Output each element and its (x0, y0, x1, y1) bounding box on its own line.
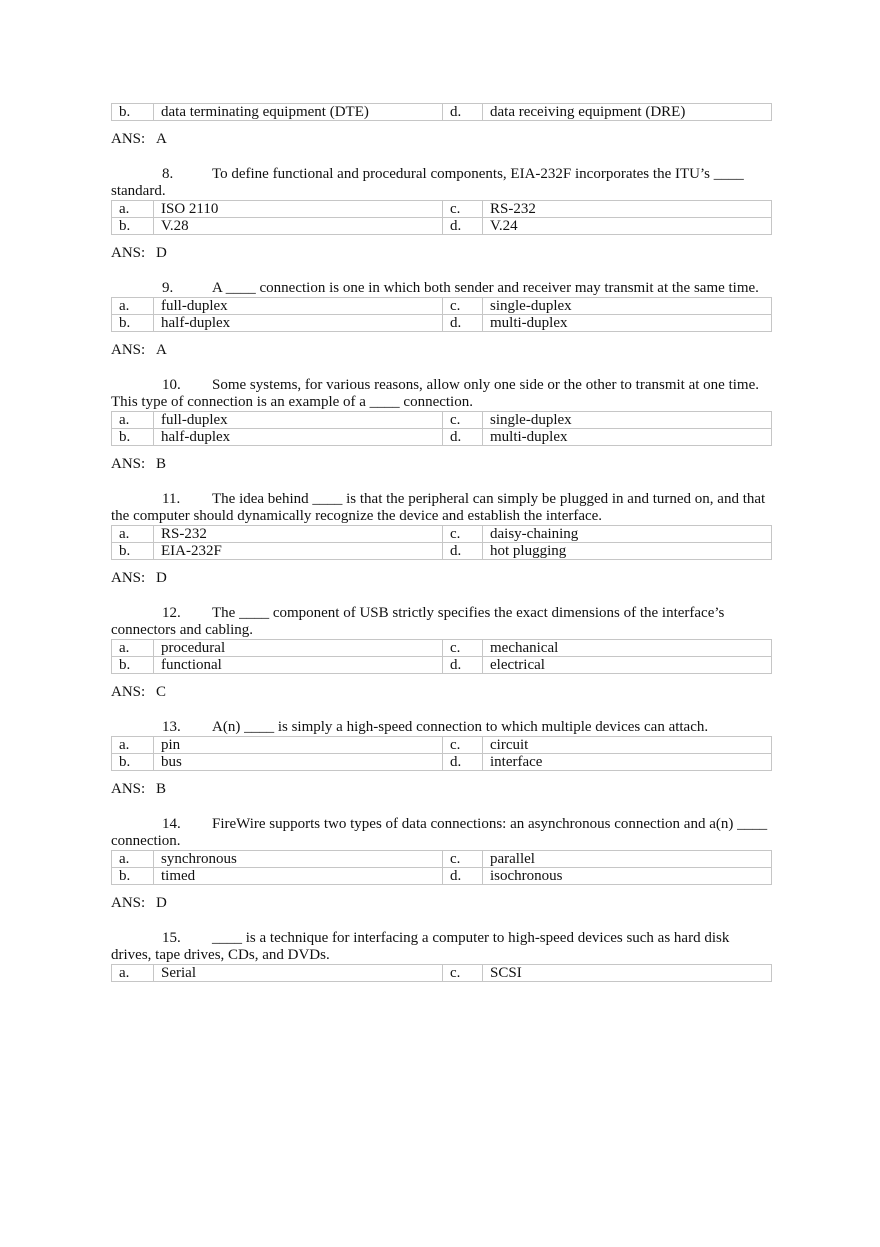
answer-value: A (156, 131, 167, 147)
choice-letter: b. (112, 218, 154, 235)
question-text (111, 280, 772, 297)
choices-table (111, 103, 772, 121)
answer-line (111, 895, 772, 912)
choice-text: SCSI (483, 965, 772, 982)
choice-row (112, 868, 772, 885)
choice-letter: d. (443, 754, 483, 771)
question-block (111, 377, 772, 473)
question-stem: The ____ component of USB strictly specifies the exact dimensions of the interface’s connectors and cabling. (111, 605, 725, 638)
choice-letter: a. (112, 640, 154, 657)
answer-line (111, 245, 772, 262)
choice-row (112, 104, 772, 121)
choice-letter: d. (443, 218, 483, 235)
document-page (111, 103, 772, 982)
answer-value: D (156, 570, 167, 586)
choice-text: data terminating equipment (DTE) (154, 104, 443, 121)
choice-text: EIA-232F (154, 543, 443, 560)
choice-text: functional (154, 657, 443, 674)
choice-letter: c. (443, 965, 483, 982)
question-stem: Some systems, for various reasons, allow only one side or the other to transmit at one time. This type of connection is an example of a ____ connection. (111, 377, 759, 410)
choice-text: RS-232 (483, 201, 772, 218)
answer-line (111, 342, 772, 359)
choice-letter: d. (443, 868, 483, 885)
choice-text: ISO 2110 (154, 201, 443, 218)
choice-row (112, 429, 772, 446)
choice-text: Serial (154, 965, 443, 982)
answer-label: ANS: (111, 131, 146, 147)
choice-row (112, 543, 772, 560)
answer-label: ANS: (111, 245, 146, 261)
answer-label: ANS: (111, 342, 146, 358)
question-number: 12. (162, 605, 181, 621)
question-text (111, 377, 772, 411)
answer-value: C (156, 684, 167, 700)
question-number: 14. (162, 816, 181, 832)
choice-text: multi-duplex (483, 429, 772, 446)
choice-row (112, 412, 772, 429)
choice-row (112, 851, 772, 868)
choice-letter: b. (112, 104, 154, 121)
choice-letter: b. (112, 315, 154, 332)
answer-line (111, 781, 772, 798)
answer-label: ANS: (111, 570, 146, 586)
choice-letter: a. (112, 851, 154, 868)
answer-label: ANS: (111, 684, 146, 700)
choice-row (112, 754, 772, 771)
choice-letter: c. (443, 201, 483, 218)
choice-text: multi-duplex (483, 315, 772, 332)
choice-text: electrical (483, 657, 772, 674)
answer-label: ANS: (111, 895, 146, 911)
choice-text: daisy-chaining (483, 526, 772, 543)
choice-text: single-duplex (483, 298, 772, 315)
choice-text: half-duplex (154, 429, 443, 446)
question-text (111, 719, 772, 736)
choices-table (111, 411, 772, 446)
question-stem: A ____ connection is one in which both sender and receiver may transmit at the same time. (212, 280, 759, 296)
choice-text: timed (154, 868, 443, 885)
question-block (111, 166, 772, 262)
answer-value: D (156, 895, 167, 911)
question-number: 13. (162, 719, 181, 735)
answer-value: B (156, 456, 167, 472)
choice-letter: a. (112, 965, 154, 982)
question-number: 8. (162, 166, 174, 182)
answer-line (111, 456, 772, 473)
choice-row (112, 315, 772, 332)
choice-text: bus (154, 754, 443, 771)
choice-letter: b. (112, 429, 154, 446)
question-block (111, 816, 772, 912)
choice-text: mechanical (483, 640, 772, 657)
choice-letter: d. (443, 315, 483, 332)
question-block (111, 491, 772, 587)
answer-value: D (156, 245, 167, 261)
choices-table (111, 736, 772, 771)
answer-value: A (156, 342, 167, 358)
question-text (111, 930, 772, 964)
choice-letter: d. (443, 429, 483, 446)
answer-line (111, 684, 772, 701)
question-stem: ____ is a technique for interfacing a computer to high-speed devices such as hard disk drives, tape drives, CDs, and DVDs. (111, 930, 730, 963)
question-block (111, 719, 772, 798)
choice-text: half-duplex (154, 315, 443, 332)
answer-label: ANS: (111, 781, 146, 797)
choice-letter: b. (112, 754, 154, 771)
choice-text: isochronous (483, 868, 772, 885)
choice-letter: b. (112, 868, 154, 885)
choice-letter: c. (443, 526, 483, 543)
choice-text: data receiving equipment (DRE) (483, 104, 772, 121)
choice-row (112, 201, 772, 218)
choice-text: full-duplex (154, 412, 443, 429)
question-stem: To define functional and procedural components, EIA-232F incorporates the ITU’s ____ standard. (111, 166, 744, 199)
choice-letter: d. (443, 543, 483, 560)
question-stem: The idea behind ____ is that the peripheral can simply be plugged in and turned on, and that the computer should dynamically recognize the device and establish the interface. (111, 491, 766, 524)
question-number: 10. (162, 377, 181, 393)
choices-table (111, 964, 772, 982)
choice-text: interface (483, 754, 772, 771)
choice-row (112, 640, 772, 657)
choice-row (112, 298, 772, 315)
choice-text: hot plugging (483, 543, 772, 560)
question-block (111, 930, 772, 982)
choice-letter: a. (112, 737, 154, 754)
choices-table (111, 200, 772, 235)
choice-letter: a. (112, 201, 154, 218)
choice-letter: a. (112, 526, 154, 543)
choice-letter: c. (443, 298, 483, 315)
choice-text: V.28 (154, 218, 443, 235)
choice-text: V.24 (483, 218, 772, 235)
choices-table (111, 850, 772, 885)
choice-row (112, 526, 772, 543)
choice-row (112, 737, 772, 754)
question-stem: FireWire supports two types of data connections: an asynchronous connection and a(n) ____ connection. (111, 816, 768, 849)
choice-row (112, 218, 772, 235)
choice-letter: c. (443, 412, 483, 429)
choice-text: circuit (483, 737, 772, 754)
question-stem: A(n) ____ is simply a high-speed connection to which multiple devices can attach. (212, 719, 709, 735)
choice-letter: c. (443, 640, 483, 657)
question-number: 9. (162, 280, 174, 296)
choice-letter: d. (443, 104, 483, 121)
choices-table (111, 297, 772, 332)
answer-line (111, 570, 772, 587)
answer-line (111, 131, 772, 148)
choice-text: pin (154, 737, 443, 754)
choice-text: full-duplex (154, 298, 443, 315)
choice-letter: b. (112, 543, 154, 560)
question-number: 15. (162, 930, 181, 946)
question-text (111, 166, 772, 200)
choices-table (111, 525, 772, 560)
question-number: 11. (162, 491, 181, 507)
choice-letter: a. (112, 412, 154, 429)
choice-row (112, 965, 772, 982)
choice-text: RS-232 (154, 526, 443, 543)
question-text (111, 605, 772, 639)
choice-text: synchronous (154, 851, 443, 868)
question-block (111, 605, 772, 701)
choice-letter: c. (443, 737, 483, 754)
choice-letter: a. (112, 298, 154, 315)
answer-value: B (156, 781, 167, 797)
choice-text: parallel (483, 851, 772, 868)
choice-text: procedural (154, 640, 443, 657)
question-block (111, 280, 772, 359)
choice-letter: b. (112, 657, 154, 674)
question-text (111, 491, 772, 525)
answer-label: ANS: (111, 456, 146, 472)
question-text (111, 816, 772, 850)
choice-text: single-duplex (483, 412, 772, 429)
choice-letter: c. (443, 851, 483, 868)
choice-letter: d. (443, 657, 483, 674)
choice-row (112, 657, 772, 674)
choices-table (111, 639, 772, 674)
